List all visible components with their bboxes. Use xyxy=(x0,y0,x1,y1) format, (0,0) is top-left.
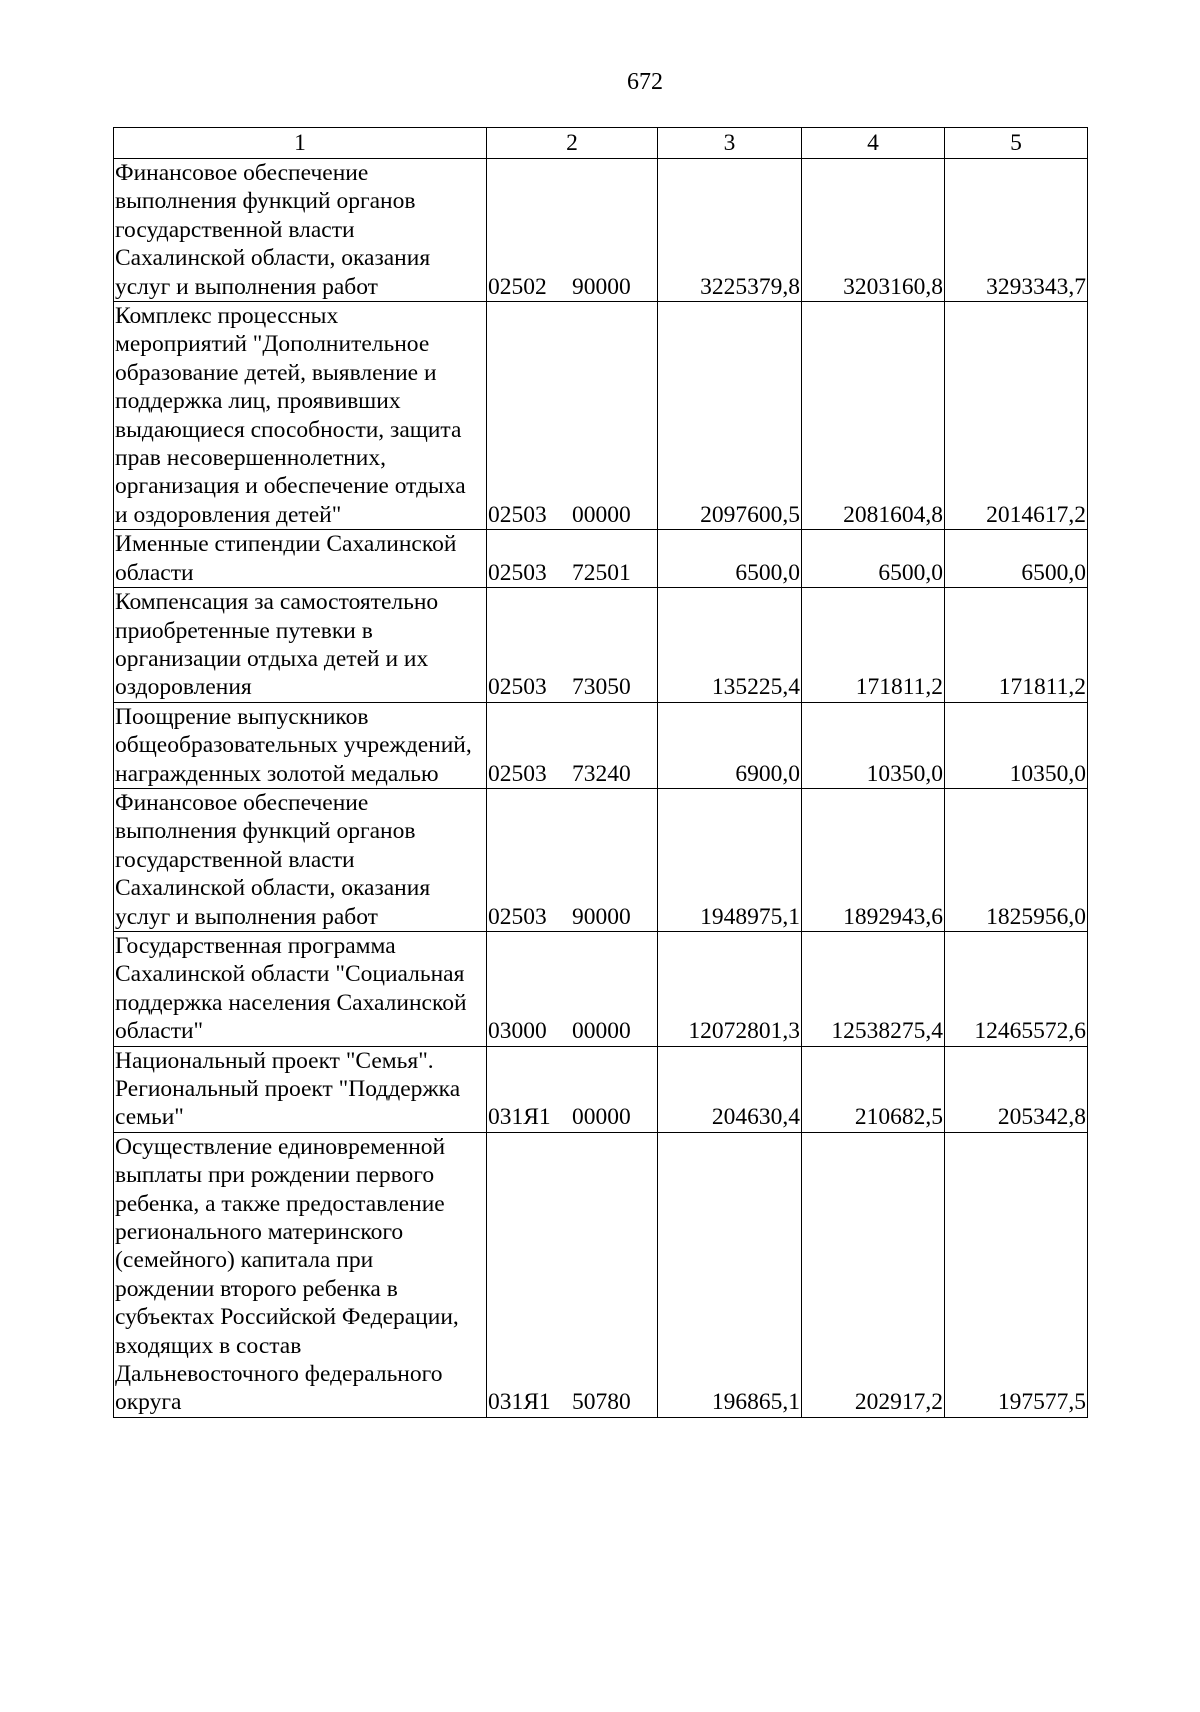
value-col-5: 171811,2 xyxy=(945,588,1088,703)
row-code xyxy=(487,302,658,530)
row-name: Национальный проект "Семья". Региональный проект "Поддержка семьи" xyxy=(114,1046,487,1132)
value-col-3: 12072801,3 xyxy=(658,931,802,1046)
value-col-5: 3293343,7 xyxy=(945,159,1088,302)
value-col-4: 2081604,8 xyxy=(802,302,945,530)
page-number: 672 xyxy=(627,69,663,95)
header-col-2: 2 xyxy=(487,128,658,159)
row-code xyxy=(487,1132,658,1417)
row-code xyxy=(487,1046,658,1132)
program-code: 03000 xyxy=(488,1018,547,1045)
value-col-3: 135225,4 xyxy=(658,588,802,703)
row-code xyxy=(487,931,658,1046)
value-col-4: 1892943,6 xyxy=(802,788,945,931)
direction-code: 00000 xyxy=(572,501,631,528)
value-col-3: 6500,0 xyxy=(658,530,802,588)
value-col-4: 6500,0 xyxy=(802,530,945,588)
row-name: Компенсация за самостоятельно приобретенные путевки в организации отдыха детей и их оздоровления xyxy=(114,588,487,703)
row-name: Поощрение выпускников общеобразовательных учреждений, награжденных золотой медалью xyxy=(114,702,487,788)
value-col-5: 10350,0 xyxy=(945,702,1088,788)
program-code: 02503 xyxy=(488,760,547,787)
value-col-5: 12465572,6 xyxy=(945,931,1088,1046)
program-code: 02503 xyxy=(488,903,547,930)
table-row xyxy=(114,702,1088,788)
value-col-4: 10350,0 xyxy=(802,702,945,788)
row-name: Финансовое обеспечение выполнения функций органов государственной власти Сахалинской области, оказания услуг и выполнения работ xyxy=(114,159,487,302)
value-col-5: 197577,5 xyxy=(945,1132,1088,1417)
row-code xyxy=(487,159,658,302)
header-col-5: 5 xyxy=(945,128,1088,159)
value-col-5: 6500,0 xyxy=(945,530,1088,588)
value-col-4: 171811,2 xyxy=(802,588,945,703)
direction-code: 50780 xyxy=(572,1389,631,1416)
value-col-4: 202917,2 xyxy=(802,1132,945,1417)
row-name: Государственная программа Сахалинской области "Социальная поддержка населения Сахалинской области" xyxy=(114,931,487,1046)
value-col-3: 6900,0 xyxy=(658,702,802,788)
value-col-5: 205342,8 xyxy=(945,1046,1088,1132)
row-code xyxy=(487,788,658,931)
table-row xyxy=(114,931,1088,1046)
program-code: 02503 xyxy=(488,501,547,528)
header-col-4: 4 xyxy=(802,128,945,159)
program-code: 02502 xyxy=(488,273,547,300)
row-name: Финансовое обеспечение выполнения функций органов государственной власти Сахалинской области, оказания услуг и выполнения работ xyxy=(114,788,487,931)
value-col-3: 204630,4 xyxy=(658,1046,802,1132)
table-row xyxy=(114,302,1088,530)
direction-code: 73240 xyxy=(572,760,631,787)
direction-code: 90000 xyxy=(572,273,631,300)
header-col-1: 1 xyxy=(114,128,487,159)
direction-code: 00000 xyxy=(572,1018,631,1045)
value-col-3: 1948975,1 xyxy=(658,788,802,931)
table-row xyxy=(114,788,1088,931)
row-code xyxy=(487,588,658,703)
program-code: 031Я1 xyxy=(488,1389,551,1416)
direction-code: 00000 xyxy=(572,1104,631,1131)
table-row xyxy=(114,588,1088,703)
table-row xyxy=(114,530,1088,588)
header-col-3: 3 xyxy=(658,128,802,159)
direction-code: 72501 xyxy=(572,559,631,586)
row-name: Именные стипендии Сахалинской области xyxy=(114,530,487,588)
value-col-4: 3203160,8 xyxy=(802,159,945,302)
program-code: 02503 xyxy=(488,559,547,586)
value-col-3: 196865,1 xyxy=(658,1132,802,1417)
value-col-3: 2097600,5 xyxy=(658,302,802,530)
value-col-4: 210682,5 xyxy=(802,1046,945,1132)
value-col-4: 12538275,4 xyxy=(802,931,945,1046)
table-row xyxy=(114,1046,1088,1132)
value-col-5: 1825956,0 xyxy=(945,788,1088,931)
value-col-3: 3225379,8 xyxy=(658,159,802,302)
row-code xyxy=(487,530,658,588)
row-name: Комплекс процессных мероприятий "Дополнительное образование детей, выявление и поддержка лиц, проявивших выдающиеся способности, защита прав несовершеннолетних, организация и обеспечение отдыха и оздоровления детей" xyxy=(114,302,487,530)
program-code: 02503 xyxy=(488,674,547,701)
row-code xyxy=(487,702,658,788)
direction-code: 90000 xyxy=(572,903,631,930)
value-col-5: 2014617,2 xyxy=(945,302,1088,530)
direction-code: 73050 xyxy=(572,674,631,701)
budget-table xyxy=(113,127,1088,1418)
header-row xyxy=(114,128,1088,159)
program-code: 031Я1 xyxy=(488,1104,551,1131)
table-row xyxy=(114,1132,1088,1417)
table-row xyxy=(114,159,1088,302)
row-name: Осуществление единовременной выплаты при рождении первого ребенка, а также предоставление регионального материнского (семейного) капитала при рождении второго ребенка в субъектах Российской Федерации, входящих в состав Дальневосточного федерального округа xyxy=(114,1132,487,1417)
